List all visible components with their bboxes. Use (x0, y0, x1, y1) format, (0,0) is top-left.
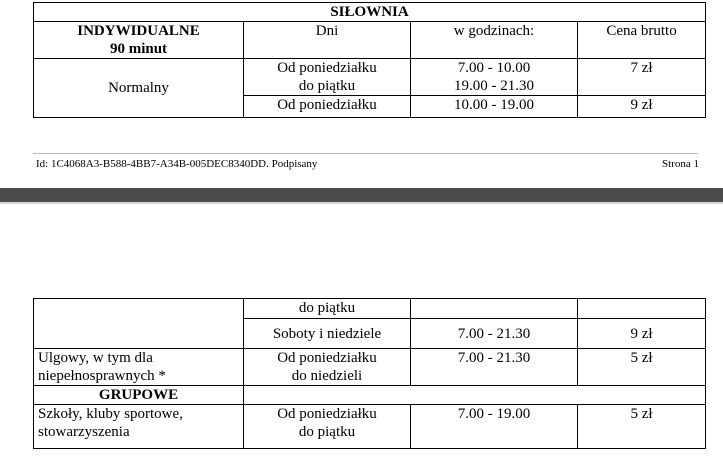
gym-price-table-part1 (33, 2, 706, 118)
hours-cell: 7.00 - 21.30 (411, 319, 578, 349)
table-header-row (34, 22, 706, 59)
price-cell (578, 299, 706, 319)
hours-line: 7.00 - 10.00 (457, 60, 531, 76)
category-line: Szkoły, kluby sportowe, (38, 406, 183, 422)
header-individual-line1: INDYWIDUALNE (77, 23, 200, 39)
days-cell (244, 405, 411, 449)
category-normal: Normalny (34, 59, 244, 118)
group-title: GRUPOWE (34, 386, 244, 405)
group-title-blank (244, 386, 706, 405)
header-hours: w godzinach: (411, 22, 578, 59)
price-cell: 5 zł (578, 349, 706, 386)
header-days: Dni (244, 22, 411, 59)
days-cell: do piątku (244, 299, 411, 319)
header-individual (34, 22, 244, 59)
price-cell: 9 zł (578, 96, 706, 118)
table-row (34, 405, 706, 449)
price-cell: 7 zł (578, 59, 706, 96)
price-cell: 9 zł (578, 319, 706, 349)
table-row (34, 299, 706, 319)
days-line: do piątku (298, 78, 356, 94)
pdf-page-2 (0, 204, 723, 458)
header-individual-line2: 90 minut (109, 41, 168, 57)
category-schools (34, 405, 244, 449)
category-discount (34, 349, 244, 386)
page-separator (0, 188, 723, 202)
days-cell (244, 349, 411, 386)
table-row (34, 349, 706, 386)
days-line: do niedzieli (291, 368, 363, 384)
continued-category-cell (34, 299, 244, 349)
days-line: Od poniedziałku (277, 350, 377, 366)
table-row (34, 59, 706, 96)
days-line: do piątku (298, 424, 356, 440)
days-cell: Od poniedziałku (244, 96, 411, 118)
hours-line: 19.00 - 21.30 (454, 78, 534, 94)
header-price: Cena brutto (578, 22, 706, 59)
price-cell: 5 zł (578, 405, 706, 449)
days-cell: Soboty i niedziele (244, 319, 411, 349)
hours-cell: 7.00 - 19.00 (411, 405, 578, 449)
gym-price-table-part2 (33, 298, 706, 449)
hours-cell: 7.00 - 21.30 (411, 349, 578, 386)
days-cell (244, 59, 411, 96)
category-line: niepełnosprawnych * (38, 368, 166, 384)
document-id: Id: 1C4068A3-B588-4BB7-A34B-005DEC8340DD. Podpisany (36, 158, 318, 170)
hours-cell: 10.00 - 19.00 (411, 96, 578, 118)
group-title-row (34, 386, 706, 405)
category-line: Ulgowy, w tym dla (38, 350, 153, 366)
hours-cell (411, 299, 578, 319)
days-line: Od poniedziałku (277, 406, 377, 422)
section-title: SIŁOWNIA (34, 3, 706, 22)
section-title-row (34, 3, 706, 22)
category-line: stowarzyszenia (38, 424, 130, 440)
footer-divider (33, 153, 698, 154)
page-number: Strona 1 (662, 158, 699, 170)
hours-cell (411, 59, 578, 96)
days-line: Od poniedziałku (277, 60, 377, 76)
pdf-page-1 (0, 0, 723, 188)
